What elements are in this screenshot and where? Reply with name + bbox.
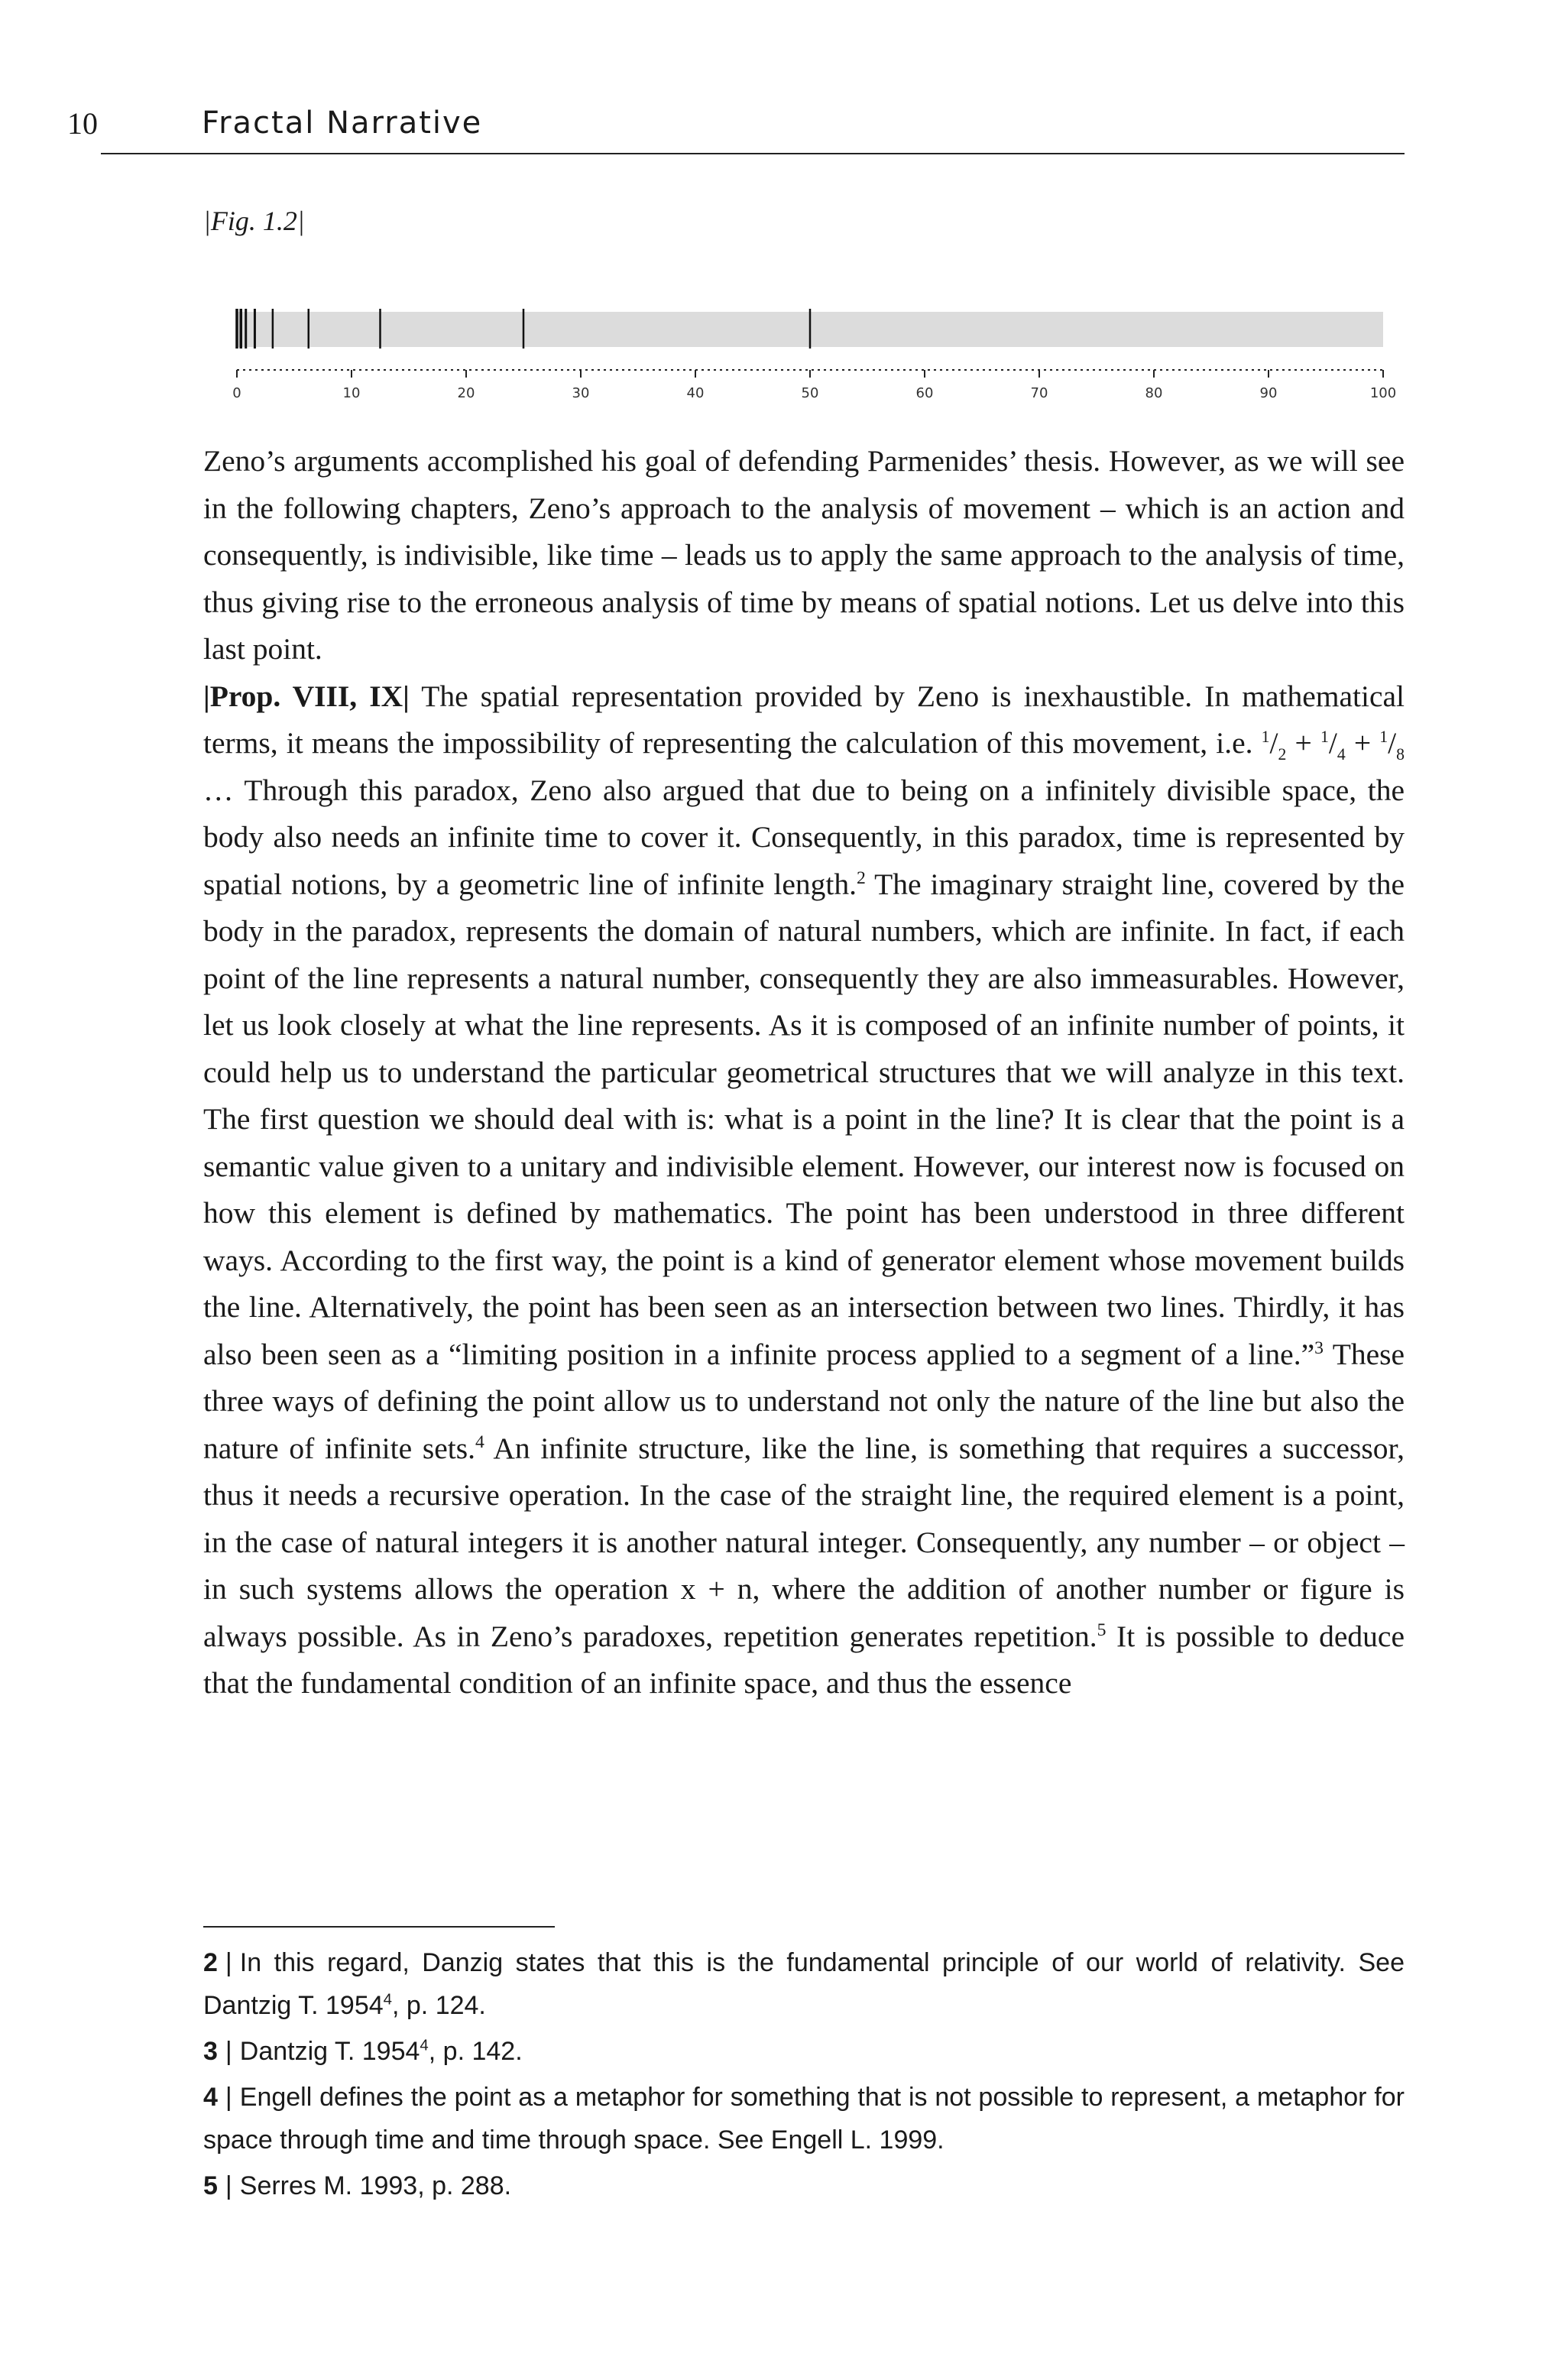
paragraph-text: The imaginary straight line, covered by the body in the paradox, represents the domain of natural numbers, which are infinite. In fact, if each point of the line represents a natural number, consequently they are also immeasurables. However, let us look closely at what the line represents. As it is composed of an infinite number of points, it could help us to understand the particular geometrical structures that we will analyze in this text. The first question we should deal with is: what is a point in the line? It is clear that the point is a semantic value given to a unitary and indivisible element. However, our interest now is focused on how this element is defined by mathematics. The point has been understood in three different ways. According to the first way, the point is a kind of generator element whose movement builds the line. Alternatively, the point has been seen as an intersection between two lines. Thirdly, it has also been seen as a “limiting position in a infinite process applied to a segment of a line.” xyxy=(203,867,1405,1371)
fraction-numerator: 1 xyxy=(1379,727,1388,746)
footnote-number: 5 xyxy=(203,2171,218,2200)
footnote-separator: | xyxy=(225,1948,232,1977)
fraction-numerator: 1 xyxy=(1261,727,1270,746)
footnote xyxy=(203,2076,1405,2161)
figure-label: |Fig. 1.2| xyxy=(203,206,305,236)
axis-tick-label: 20 xyxy=(457,385,475,401)
fraction-eighth: $^1/_8$ xyxy=(1379,726,1405,764)
footnote xyxy=(203,2164,1405,2207)
footnote-text: Engell defines the point as a metaphor for something that is not possible to represent, a metaphor for space through time and time through space. See Engell L. 1999. xyxy=(203,2083,1405,2155)
axis-tick-label: 40 xyxy=(686,385,705,401)
page-number: 10 xyxy=(67,106,98,141)
fraction-half: $^1/_2$ xyxy=(1261,726,1287,764)
footnote xyxy=(203,2030,1405,2073)
paragraph-text: An infinite structure, like the line, is something that requires a successor, thus it needs a recursive operation. In the case of the straight line, the required element is a point, in the case of natural integers it is another natural integer. Consequently, any number – or object – in such systems allows the operation x + n, where the addition of another number or figure is always possible. As in Zeno’s paradoxes, repetition generates repetition. xyxy=(203,1431,1405,1653)
footnote-text: In this regard, Danzig states that this is the fundamental principle of our world of relativity. See Dantzig T. 1954 xyxy=(203,1948,1405,2020)
paragraph-text: The spatial representation provided by Zeno is inexhaustible. In mathematical terms, it means the impossibility of representing the calculation of this movement, i.e. xyxy=(203,679,1405,760)
fraction-denominator: 2 xyxy=(1278,744,1287,764)
axis-tick-label: 10 xyxy=(342,385,361,401)
fraction-quarter: $^1/_4$ xyxy=(1320,726,1346,764)
footnotes xyxy=(203,1941,1405,2210)
running-header xyxy=(67,105,1405,154)
footnote-number: 3 xyxy=(203,2037,218,2066)
proposition-label: |Prop. VIII, IX| xyxy=(203,679,410,713)
footnote xyxy=(203,1941,1405,2027)
plus-sign: + xyxy=(1286,726,1320,760)
axis-tick-label: 60 xyxy=(915,385,934,401)
fraction-denominator: 4 xyxy=(1337,744,1346,764)
axis-tick-label: 80 xyxy=(1145,385,1163,401)
footnote-superscript: 4 xyxy=(420,2037,429,2054)
paragraph-text: Zeno’s arguments accomplished his goal of defending Parmenides’ thesis. However, as we will see in the following chapters, Zeno’s approach to the analysis of movement – which is an action and consequently, is indivisible, like time – leads us to apply the same approach to the analysis of time, thus giving rise to the erroneous analysis of time by means of spatial notions. Let us delve into this last point. xyxy=(203,444,1405,666)
axis-tick-label: 50 xyxy=(801,385,819,401)
footnote-ref[interactable]: 2 xyxy=(857,867,866,888)
footnote-divider xyxy=(203,1926,555,1928)
paragraph-text: It is possible to deduce that the fundamental condition of an infinite space, and thus the essence xyxy=(203,1619,1405,1700)
fraction-denominator: 8 xyxy=(1396,744,1405,764)
axis-tick-label: 90 xyxy=(1259,385,1278,401)
axis-tick-label: 30 xyxy=(572,385,590,401)
axis-tick-label: 70 xyxy=(1030,385,1048,401)
footnote-separator: | xyxy=(225,2037,232,2066)
footnote-ref[interactable]: 5 xyxy=(1097,1620,1107,1640)
fraction-numerator: 1 xyxy=(1320,727,1329,746)
footnote-separator: | xyxy=(225,2171,232,2200)
footnote-ref[interactable]: 4 xyxy=(475,1432,484,1452)
axis-tick-label: 0 xyxy=(232,385,241,401)
axis-tick-label: 100 xyxy=(1369,385,1397,401)
figure-number-line xyxy=(222,298,1398,413)
paragraph-text: These three ways of defining the point allow us to understand not only the nature of the line but also the nature of infinite sets. xyxy=(203,1337,1405,1465)
footnote-text: , p. 142. xyxy=(428,2037,523,2066)
paragraph xyxy=(203,673,1405,1707)
footnote-text: Dantzig T. 1954 xyxy=(239,2037,420,2066)
body-text xyxy=(203,438,1405,1707)
footnote-ref[interactable]: 3 xyxy=(1314,1338,1324,1358)
footnote-text: Serres M. 1993, p. 288. xyxy=(239,2171,512,2200)
footnote-number: 2 xyxy=(203,1948,218,1977)
paragraph xyxy=(203,438,1405,673)
footnote-superscript: 4 xyxy=(383,1991,392,2009)
paragraph-text: … Through this paradox, Zeno also argued that due to being on a infinitely divisible space, the body also needs an infinite time to cover it. Consequently, in this paradox, time is represented by spatial notions, by a geometric line of infinite length. xyxy=(203,773,1405,901)
footnote-number: 4 xyxy=(203,2083,218,2112)
footnote-text: , p. 124. xyxy=(392,1991,486,2020)
plus-sign: + xyxy=(1345,726,1380,760)
footnote-separator: | xyxy=(225,2083,232,2112)
running-title: Fractal Narrative xyxy=(202,105,483,141)
